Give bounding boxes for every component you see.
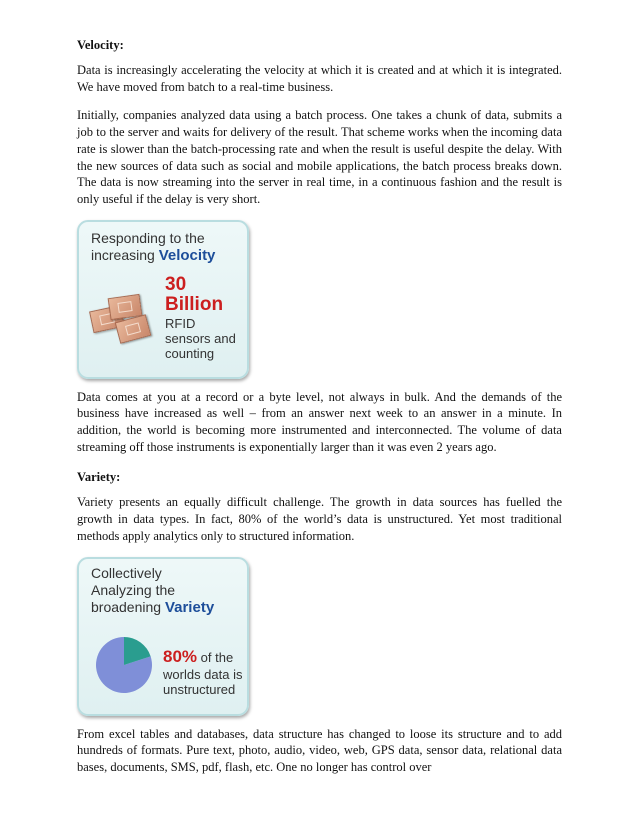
rfid-chips-icon bbox=[91, 294, 153, 344]
velocity-figure-line1: Responding to the bbox=[91, 229, 205, 246]
velocity-figure-line2a: increasing bbox=[91, 246, 159, 263]
variety-paragraph-2: From excel tables and databases, data structure has changed to loose its structure and to add hundreds of formats. Pure text, photo, audio, video, web, GPS data, sensor data, relational data bases, documents, SMS, pdf, flash, etc. One no longer has control over bbox=[77, 726, 562, 774]
variety-figure-big: 80% bbox=[163, 646, 198, 666]
variety-figure-small-1: of the bbox=[197, 649, 234, 665]
velocity-figure-accent: Velocity bbox=[158, 246, 216, 264]
variety-heading: Variety: bbox=[77, 470, 121, 485]
variety-figure bbox=[77, 557, 249, 716]
variety-paragraph-1: Variety presents an equally difficult challenge. The growth in data sources has fuelled the growth in data types. In fact, 80% of the world’s data is unstructured. Yet most traditional methods apply analytics only to structured information. bbox=[77, 495, 562, 543]
pie-chart-icon bbox=[93, 634, 155, 696]
velocity-paragraph-1: Data is increasingly accelerating the velocity at which it is created and at which it is integrated. We have moved from batch to a real-time business. bbox=[77, 63, 562, 94]
variety-figure-title bbox=[91, 565, 214, 616]
velocity-figure bbox=[77, 220, 249, 379]
velocity-figure-small-1: RFID bbox=[165, 315, 196, 331]
velocity-heading: Velocity: bbox=[77, 38, 124, 52]
variety-figure-stat bbox=[163, 647, 233, 667]
velocity-figure-big-word: Billion bbox=[165, 293, 224, 315]
velocity-paragraph-2: Initially, companies analyzed data using a batch process. One takes a chunk of data, submits a job to the server and waits for delivery of the result. That scheme works when the incoming data rate is slower than the batch-processing rate and when the result is useful despite the delay. With the new sources of data such as social and mobile applications, the batch process breaks down. The data is now streaming into the server in real time, in a continuous fashion and the result is only useful if the delay is very short. bbox=[77, 108, 562, 206]
variety-figure-line2: Analyzing the bbox=[91, 581, 176, 598]
velocity-figure-big-number: 30 bbox=[165, 273, 187, 295]
velocity-figure-small-2: sensors and bbox=[165, 330, 236, 346]
velocity-figure-small-3: counting bbox=[165, 345, 215, 361]
document-page bbox=[77, 37, 562, 788]
variety-figure-line1: Collectively bbox=[91, 564, 162, 581]
velocity-figure-title bbox=[91, 230, 215, 264]
variety-figure-small-2: worlds data is bbox=[163, 666, 243, 682]
variety-figure-small-3: unstructured bbox=[163, 681, 236, 697]
variety-figure-line3a: broadening bbox=[91, 598, 165, 615]
velocity-paragraph-3: Data comes at you at a record or a byte level, not always in bulk. And the demands of the business have increased as well – from an answer next week to an answer in a minute. In addition, the world is becoming more instrumented and interconnected. The volume of data streaming off those instruments is exponentially larger than it was even 2 years ago. bbox=[77, 389, 562, 454]
variety-figure-accent: Variety bbox=[164, 598, 215, 616]
